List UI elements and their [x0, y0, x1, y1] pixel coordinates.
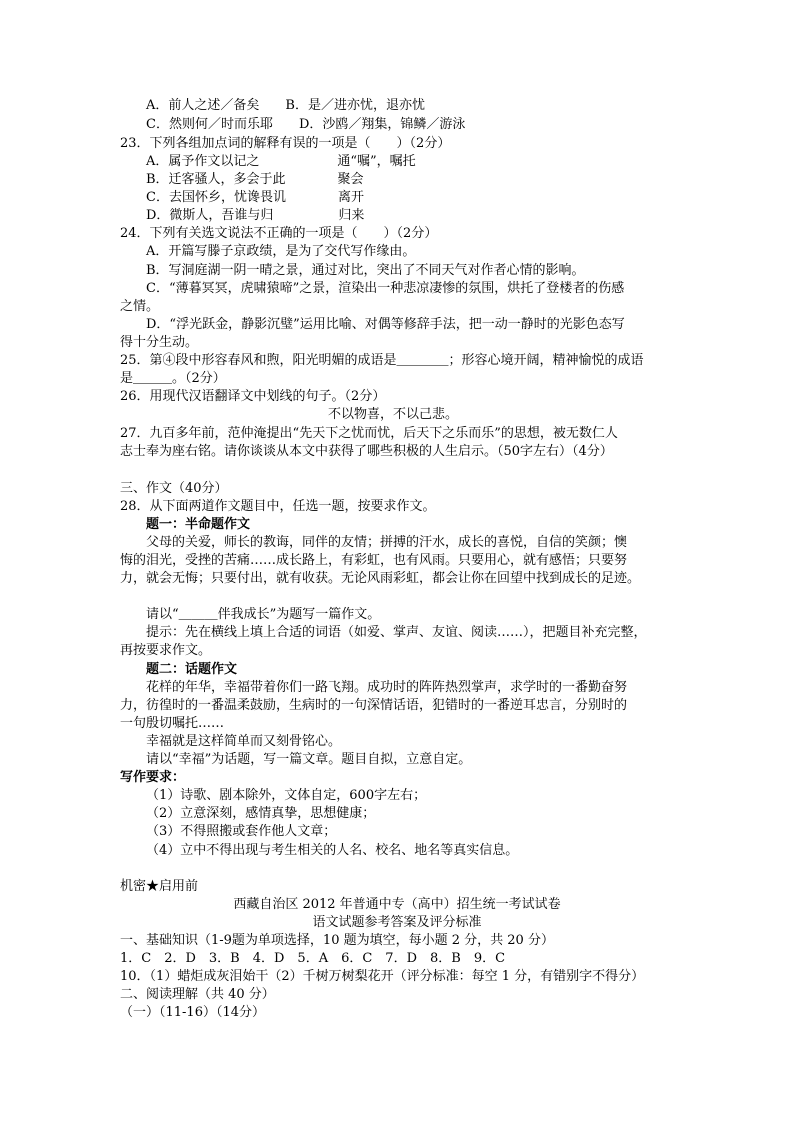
topic-1-hint-cont: 再按要求作文。 [120, 643, 212, 658]
q24-option-d: D．“浮光跃金，静影沉璧”运用比喻、对偶等修辞手法，把一动一静时的光影色态写 [146, 317, 625, 332]
q23-option-a: A．属予作文以记之 通“嘱”，嘱托 [146, 154, 416, 169]
question-28: 28．从下面两道作文题目中，任选一题，按要求作文。 [120, 499, 436, 514]
topic-1-para-line-3: 力，就会无悔；只要付出，就有收获。无论风雨彩虹，都会让你在回望中找到成长的足迹。 [120, 571, 641, 586]
topic-2-para-line-2: 力，彷徨时的一番温柔鼓励，生病时的一句深情话语，犯错时的一番逆耳忠言，分别时的 [120, 698, 628, 713]
q23-option-b: B．迁客骚人，多会于此 聚会 [146, 172, 364, 187]
topic-1-heading: 题一：半命题作文 [146, 517, 251, 532]
requirement-2: （2）立意深刻，感情真挚，思想健康； [146, 806, 376, 821]
question-23: 23．下列各组加点词的解释有误的一项是（ ）（2分） [120, 136, 451, 151]
answers-1-9: 1．C 2．D 3．B 4．D 5．A 6．C 7．D 8．B 9．C [120, 951, 506, 966]
answers-part-1-heading: （一）（11-16）（14分） [120, 1005, 266, 1020]
answer-key-subtitle: 语文试题参考答案及评分标准 [312, 915, 482, 930]
q24-option-c: C．“薄暮冥冥，虎啸猿啼”之景，渲染出一种悲凉凄惨的氛围，烘托了登楼者的伤感 [146, 281, 625, 296]
question-26: 26．用现代汉语翻译文中划线的句子。（2分） [120, 389, 386, 404]
question-27-cont: 志士奉为座右铭。请你谈谈从本文中获得了哪些积极的人生启示。（50字左右）（4分） [120, 444, 613, 459]
section-3-heading: 三、作文（40分） [120, 481, 228, 496]
q24-option-d-cont: 得十分生动。 [120, 335, 199, 350]
topic-1-para-line-2: 悔的泪光，受挫的苦痛……成长路上，有彩虹，也有风雨。只要用心，就有感悟；只要努 [120, 553, 628, 568]
confidential-label: 机密★启用前 [120, 879, 199, 894]
topic-2-para-line-3: 一句殷切嘱托…… [120, 716, 225, 731]
question-25-cont: 是＿＿＿。（2分） [120, 371, 226, 386]
writing-requirements-heading: 写作要求： [120, 770, 186, 785]
q24-option-a: A．开篇写滕子京政绩，是为了交代写作缘由。 [146, 244, 416, 259]
q22-option-line-ab: A．前人之述／备矣 B．是／进亦忧，退亦忧 [146, 98, 425, 113]
q26-sentence: 不以物喜，不以己悲。 [328, 407, 459, 422]
topic-1-para-line-1: 父母的关爱，师长的教诲，同伴的友情；拼搏的汗水，成长的喜悦，自信的笑颜；懊 [146, 535, 628, 550]
topic-2-para-2: 幸福就是这样简单而又刻骨铭心。 [146, 734, 342, 749]
topic-1-hint: 提示：先在横线上填上合适的词语（如爱、掌声、友谊、阅读……），把题目补充完整， [146, 625, 647, 640]
answers-section-1-heading: 一、基础知识（1-9题为单项选择，10 题为填空，每小题 2 分，共 20 分） [120, 933, 554, 948]
question-24: 24．下列有关选文说法不正确的一项是（ ）（2分） [120, 226, 438, 241]
question-27: 27．九百多年前，范仲淹提出“先天下之忧而忧，后天下之乐而乐”的思想，被无数仁人 [120, 426, 618, 441]
answer-10: 10．（1）蜡炬成灰泪始干（2）千树万树梨花开（评分标准：每空 1 分，有错别字不得分） [120, 969, 645, 984]
q22-option-line-cd: C．然则何／时而乐耶 D．沙鸥／翔集，锦鳞／游泳 [146, 117, 466, 132]
topic-1-instruction: 请以“＿＿＿伴我成长”为题写一篇作文。 [146, 607, 381, 622]
q24-option-c-cont: 之情。 [120, 299, 160, 314]
requirement-3: （3）不得照搬或套作他人文章； [146, 824, 337, 839]
question-25: 25．第④段中形容春风和煦，阳光明媚的成语是＿＿＿＿；形容心境开阔，精神愉悦的成语 [120, 353, 644, 368]
q23-option-c: C．去国怀乡，忧谗畏讥 离开 [146, 190, 364, 205]
topic-2-heading: 题二：话题作文 [146, 662, 238, 677]
answers-section-2-heading: 二、阅读理解（共 40 分） [120, 987, 275, 1002]
q24-option-b: B．写洞庭湖一阴一晴之景，通过对比，突出了不同天气对作者心情的影响。 [146, 263, 585, 278]
topic-2-para-line-1: 花样的年华，幸福带着你们一路飞翔。成功时的阵阵热烈掌声，求学时的一番勤奋努 [146, 680, 628, 695]
answer-key-title: 西藏自治区 2012 年普通中专（高中）招生统一考试试卷 [233, 897, 561, 912]
requirement-1: （1）诗歌、剧本除外，文体自定，600字左右； [146, 788, 427, 803]
topic-2-instruction: 请以“幸福”为话题，写一篇文章。题目自拟，立意自定。 [146, 752, 472, 767]
q23-option-d: D．微斯人，吾谁与归 归来 [146, 208, 365, 223]
requirement-4: （4）立中不得出现与考生相关的人名、校名、地名等真实信息。 [146, 843, 519, 858]
